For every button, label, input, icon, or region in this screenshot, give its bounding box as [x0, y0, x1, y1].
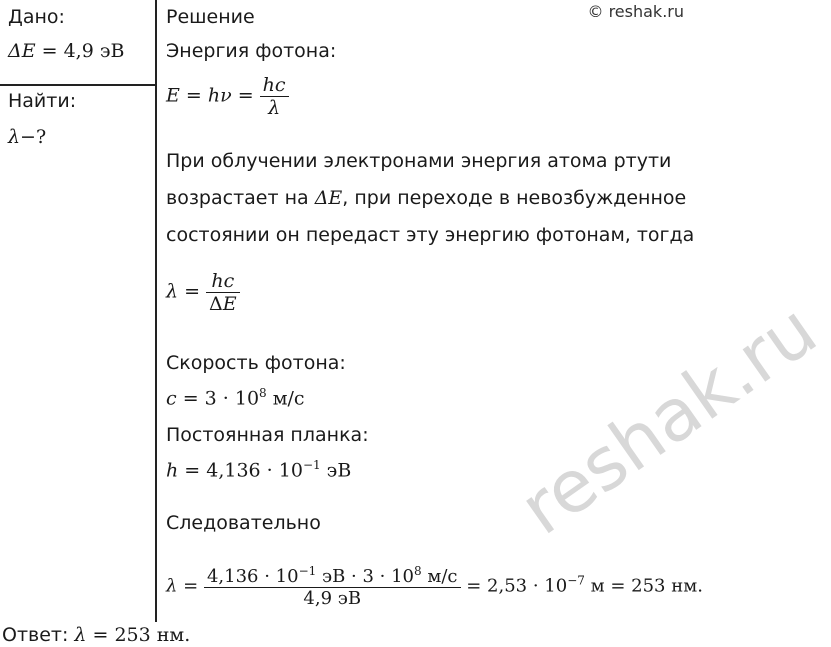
- find-title: Найти:: [8, 90, 77, 112]
- answer-lambda: λ: [74, 624, 87, 646]
- fraction-hc-delta-e: $\frac{hc}{\Delta E}$: [206, 270, 240, 315]
- planck-title: Постоянная планка:: [166, 424, 369, 446]
- answer-line: [2, 624, 190, 646]
- formula-energy: E = hν = $\frac{hc}{\lambda}$: [166, 74, 289, 119]
- planck-value: $h = 4,136 \cdot 10^{-1}$ эВ: [166, 458, 352, 482]
- answer-value: = 253 нм.: [86, 624, 191, 646]
- fraction-final: $\frac{4,136 \cdot 10^{-1} эВ \cdot 3 \cdot 10^8 м/с}{4,9 эВ}$: [204, 564, 461, 609]
- photon-energy-title: Энергия фотона:: [166, 40, 337, 62]
- diagonal-watermark: reshak.ru: [505, 287, 831, 551]
- delta-e-inline: ΔE: [314, 187, 343, 209]
- paragraph-line-2-end: , при переходе в невозбужденное: [342, 187, 687, 209]
- given-divider: [0, 84, 155, 86]
- speed-value: $c = 3 \cdot 10^8$ м/с: [166, 386, 305, 410]
- paragraph-line-2-start: возрастает на: [166, 187, 315, 209]
- site-watermark: © reshak.ru: [587, 2, 684, 21]
- find-question: −?: [20, 126, 47, 148]
- column-divider: [155, 0, 157, 622]
- solution-title: Решение: [166, 6, 255, 28]
- given-title: Дано:: [8, 6, 65, 28]
- lambda-symbol: λ: [8, 126, 21, 148]
- paragraph-line-1: При облучении электронами энергия атома ртути: [166, 150, 672, 172]
- paragraph-line-2: [166, 187, 686, 209]
- answer-label: Ответ:: [2, 624, 75, 646]
- speed-title: Скорость фотона:: [166, 352, 346, 374]
- consequently-label: Следовательно: [166, 512, 321, 534]
- given-delta-e: [8, 40, 124, 62]
- find-lambda: [8, 126, 46, 148]
- delta-e-symbol: ΔE: [8, 40, 36, 62]
- delta-e-value: = 4,9 эВ: [35, 40, 125, 62]
- fraction-hc-lambda: $\frac{hc}{\lambda}$: [260, 74, 289, 119]
- formula-final: λ = $\frac{4,136 \cdot 10^{-1} эВ \cdot 3 \cdot 10^8 м/с}{4,9 эВ}$ = $2,53 \cdot 10^{-7}$ м = 253 нм.: [166, 564, 703, 609]
- formula-lambda: λ = $\frac{hc}{\Delta E}$: [166, 270, 240, 315]
- paragraph-line-3: состоянии он передаст эту энергию фотонам, тогда: [166, 224, 695, 246]
